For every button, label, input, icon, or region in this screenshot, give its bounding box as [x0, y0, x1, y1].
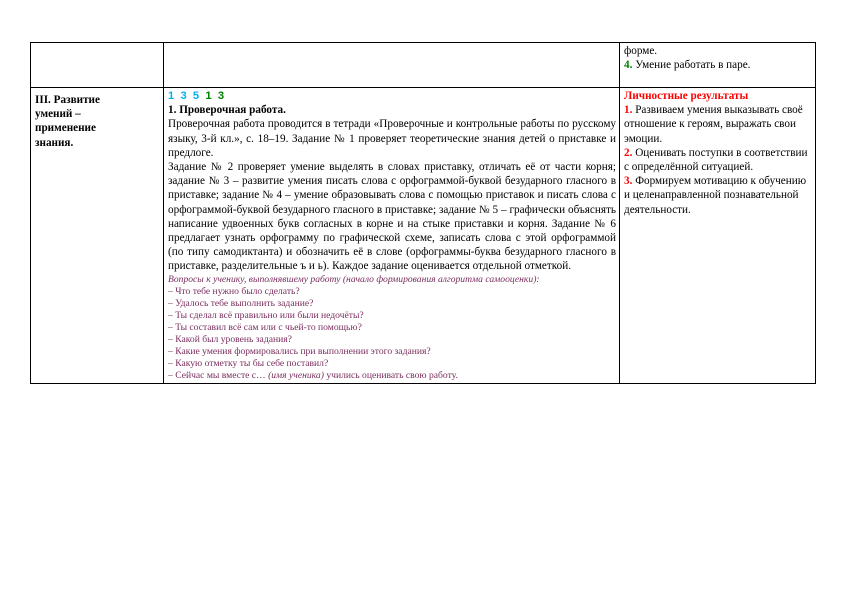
task-number: 1 [205, 90, 212, 102]
question-item: – Какие умения формировались при выполнении этого задания? [168, 346, 431, 358]
results-item-number: 4. [624, 59, 633, 72]
table-row [31, 88, 816, 384]
results-cell [620, 43, 816, 88]
question-item: – Ты сделал всё правильно или были недочёты? [168, 309, 364, 321]
task-paragraph: Проверочная работа проводится в тетради «Проверочные и контрольные работы по русскому языку, 3-й кл.», с. 18–19. Задание № 1 проверяет теоретические знания детей о приставке и предлоге. [168, 118, 616, 159]
question-text: – Сейчас мы вместе с… [168, 370, 269, 382]
results-item [624, 174, 812, 217]
stage-title-line: знания. [35, 136, 74, 149]
content-cell [164, 43, 620, 88]
stage-title-line: применение [35, 122, 96, 135]
question-item: – Ты составил всё сам или с чьей-то помощью? [168, 322, 362, 334]
results-cell [620, 88, 816, 384]
table-row [31, 43, 816, 88]
task-number: 1 [168, 90, 175, 102]
question-item: – Что тебе нужно было сделать? [168, 285, 300, 297]
question-placeholder: (имя ученика) [268, 370, 324, 382]
task-number: 5 [192, 90, 200, 102]
question-item: – Какой был уровень задания? [168, 334, 292, 346]
results-item-text: Формируем мотивацию к обучению и целенаправленной познавательной деятельности. [624, 175, 807, 216]
questions-heading: Вопросы к ученику, выполнявшему работу (начало формирования алгоритма самооценки): [168, 273, 540, 285]
task-number: 3 [217, 90, 225, 102]
stage-cell [31, 88, 164, 384]
stage-title-line: III. Развитие [35, 94, 100, 106]
results-heading: Личностные результаты [624, 90, 749, 102]
results-item-number: 2. [624, 146, 633, 159]
task-paragraph: Задание № 2 проверяет умение выделять в словах приставку, отличать её от части корня; задание № 3 – развитие умения писать слова с орфограммой-буквой безударного гласного в приставке; задание № 4 – умение образовывать слова с помощью приставок и писать слова с орфограммой-буквой безударного гласного в приставке; задание № 5 – графически объяснять написание удвоенных букв согласных в корне и на стыке приставки и корня. Задание № 6 предлагает узнать орфограмму по графической схеме, записать слова с этой орфограммой (по типу самодиктанта) и обозначить её в слове (орфограммы-буква безударного гласного в приставке, разделительные ъ и ь). Каждое задание оценивается отдельной отметкой. [168, 161, 616, 273]
stage-title-line: умений – [35, 108, 81, 121]
content-cell [164, 88, 620, 384]
results-item-number: 1. [624, 104, 633, 117]
results-item [624, 103, 812, 146]
results-item-text: Оценивать поступки в соответствии с определённой ситуацией. [624, 146, 808, 174]
question-item: – Какую отметку ты бы себе поставил? [168, 358, 329, 370]
task-number: 3 [180, 90, 187, 102]
stage-cell [31, 43, 164, 88]
results-item-number: 3. [624, 175, 633, 188]
task-numbers [168, 89, 616, 103]
results-item [624, 146, 812, 174]
results-item-text: Развиваем умения выказывать своё отношение к героям, выражать свои эмоции. [624, 104, 803, 145]
results-text: форме. [624, 45, 658, 57]
lesson-table [30, 42, 816, 384]
results-item-text: Умение работать в паре. [632, 59, 751, 72]
question-text: учились оценивать свою работу. [323, 370, 458, 382]
results-item [624, 58, 812, 72]
task-title: 1. Проверочная работа. [168, 104, 286, 117]
question-item: – Удалось тебе выполнить задание? [168, 297, 314, 309]
questions-block [168, 274, 616, 383]
question-item [168, 370, 616, 382]
